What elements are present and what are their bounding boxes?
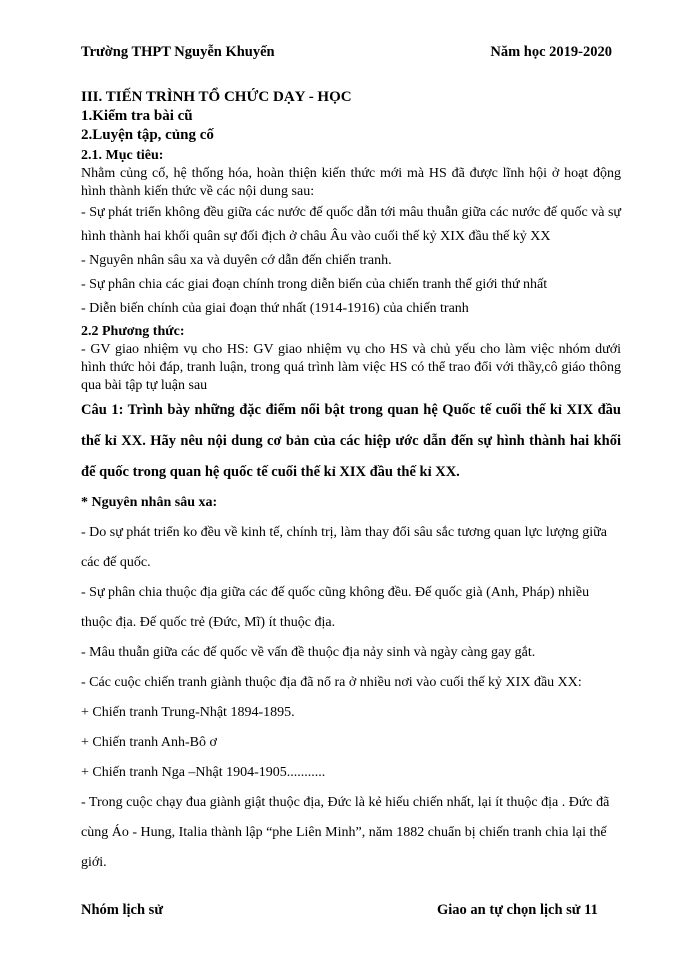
answer-paragraph: - Sự phân chia thuộc địa giữa các đế quốc cũng không đều. Đế quốc già (Anh, Pháp) nhiều thuộc địa. Đế quốc trẻ (Đức, Mĩ) ít thuộc địa. xyxy=(81,585,590,630)
item-practice: 2.Luyện tập, củng cố xyxy=(81,127,214,143)
question-1: Câu 1: Trình bày những đặc điểm nổi bật trong quan hệ Quốc tế cuối thế kỉ XIX đầu thế kỉ XX. Hãy nêu nội dung cơ bản của các hiệp ước dẫn đến sự hình thành hai khối đế quốc trong quan hệ quốc tế cuối thế kỉ XIX đầu thế kỉ XX. xyxy=(81,402,621,480)
objective-point: - Diễn biến chính của giai đoạn thứ nhất (1914-1916) của chiến tranh xyxy=(81,301,469,316)
answer-paragraph: - Các cuộc chiến tranh giành thuộc địa đã nổ ra ở nhiều nơi vào cuối thế kỷ XIX đầu XX: xyxy=(81,675,582,690)
objective-point: - Nguyên nhân sâu xa và duyên cớ dẫn đến chiến tranh. xyxy=(81,253,392,268)
method-heading: 2.2 Phương thức: xyxy=(81,324,185,339)
header-school-name: Trường THPT Nguyễn Khuyến xyxy=(81,44,275,60)
footer-document-title: Giao an tự chọn lịch sử 11 xyxy=(437,902,598,918)
section-title: III. TIẾN TRÌNH TỔ CHỨC DẠY - HỌC xyxy=(81,89,352,105)
answer-paragraph: - Do sự phát triển ko đều về kinh tế, chính trị, làm thay đổi sâu sắc tương quan lực lượng giữa các đế quốc. xyxy=(81,525,607,570)
objectives-intro: Nhằm củng cố, hệ thống hóa, hoàn thiện kiến thức mới mà HS đã được lĩnh hội ở hoạt động hình thành kiến thức về các nội dung sau: xyxy=(81,166,621,199)
war-list-item: + Chiến tranh Anh-Bô ơ xyxy=(81,735,217,750)
root-cause-heading: * Nguyên nhân sâu xa: xyxy=(81,495,218,510)
header-school-year: Năm học 2019-2020 xyxy=(490,44,612,60)
document-body xyxy=(81,88,621,878)
objectives-heading: 2.1. Mục tiêu: xyxy=(81,148,164,163)
war-list-item: + Chiến tranh Trung-Nhật 1894-1895. xyxy=(81,705,295,720)
war-list-item: + Chiến tranh Nga –Nhật 1904-1905........... xyxy=(81,765,326,780)
objective-point: - Sự phân chia các giai đoạn chính trong diễn biến của chiến tranh thế giới thứ nhất xyxy=(81,277,548,292)
answer-paragraph: - Mâu thuẫn giữa các đế quốc về vấn đề thuộc địa nảy sinh và ngày càng gay gắt. xyxy=(81,645,536,660)
objective-point: - Sự phát triển không đều giữa các nước đế quốc dẫn tới mâu thuẫn giữa các nước đế quốc và sự hình thành hai khối quân sự đối địch ở châu Âu vào cuối thế kỷ XIX đầu thế kỷ XX xyxy=(81,205,621,244)
method-text: - GV giao nhiệm vụ cho HS: GV giao nhiệm vụ cho HS và chủ yếu cho làm việc nhóm dưới hình thức hỏi đáp, tranh luận, trong quá trình làm việc HS có thể trao đổi với thầy,cô giáo thông qua bài tập tự luận sau xyxy=(81,342,621,393)
answer-paragraph: - Trong cuộc chạy đua giành giật thuộc địa, Đức là kẻ hiếu chiến nhất, lại ít thuộc địa . Đức đã cùng Áo - Hung, Italia thành lập “phe Liên Minh”, năm 1882 chuẩn bị chiến tranh chia lại thế giới. xyxy=(81,795,610,870)
item-check-old-lesson: 1.Kiểm tra bài cũ xyxy=(81,108,193,124)
footer-group-name: Nhóm lịch sử xyxy=(81,902,164,918)
